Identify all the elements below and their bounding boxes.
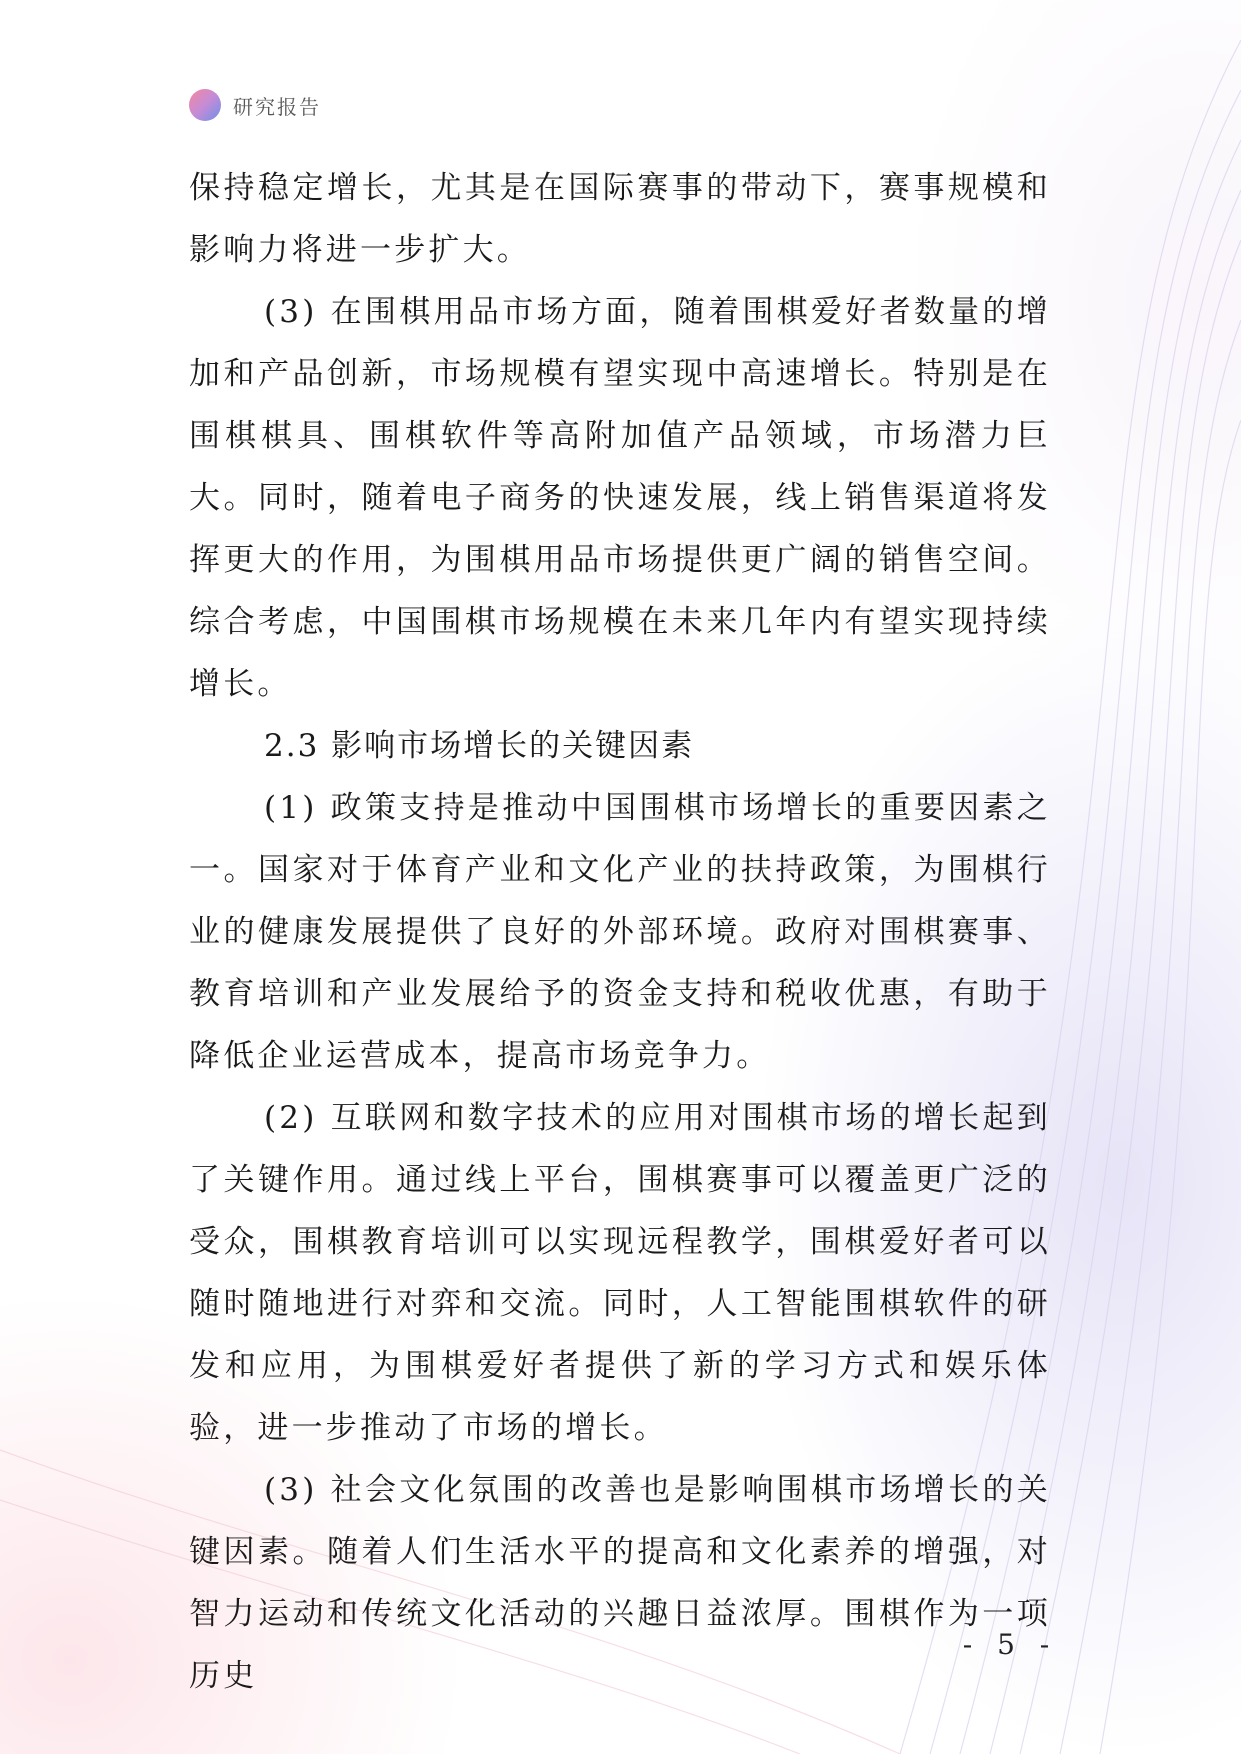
header-label: 研究报告 <box>233 94 321 119</box>
paragraph-item-2-internet: (2) 互联网和数字技术的应用对围棋市场的增长起到了关键作用。通过线上平台，围棋赛事可以覆盖更广泛的受众，围棋教育培训可以实现远程教学，围棋爱好者可以随时随地进行对弈和交流。同时，人工智能围棋软件的研发和应用，为围棋爱好者提供了新的学习方式和娱乐体验，进一步推动了市场的增长。 <box>189 1100 1051 1446</box>
page-number: - 5 - <box>962 1628 1058 1661</box>
paragraph-item-3-supplies: (3) 在围棋用品市场方面，随着围棋爱好者数量的增加和产品创新，市场规模有望实现中高速增长。特别是在围棋棋具、围棋软件等高附加值产品领域，市场潜力巨大。同时，随着电子商务的快速发展，线上销售渠道将发挥更大的作用，为围棋用品市场提供更广阔的销售空间。综合考虑，中国围棋市场规模在未来几年内有望实现持续增长。 <box>189 294 1051 702</box>
paragraph-item-1-policy: (1) 政策支持是推动中国围棋市场增长的重要因素之一。国家对于体育产业和文化产业的扶持政策，为围棋行业的健康发展提供了良好的外部环境。政府对围棋赛事、教育培训和产业发展给予的资金支持和税收优惠，有助于降低企业运营成本，提高市场竞争力。 <box>189 790 1051 1074</box>
logo-icon <box>189 89 221 121</box>
section-heading: 2.3 影响市场增长的关键因素 <box>264 728 695 764</box>
paragraph-item-3-culture: (3) 社会文化氛围的改善也是影响围棋市场增长的关键因素。随着人们生活水平的提高和文化素养的增强，对智力运动和传统文化活动的兴趣日益浓厚。围棋作为一项历史 <box>189 1472 1051 1694</box>
report-header <box>189 88 321 122</box>
paragraph-continuation: 保持稳定增长，尤其是在国际赛事的带动下，赛事规模和影响力将进一步扩大。 <box>189 170 1051 268</box>
document-body <box>189 157 1051 1707</box>
